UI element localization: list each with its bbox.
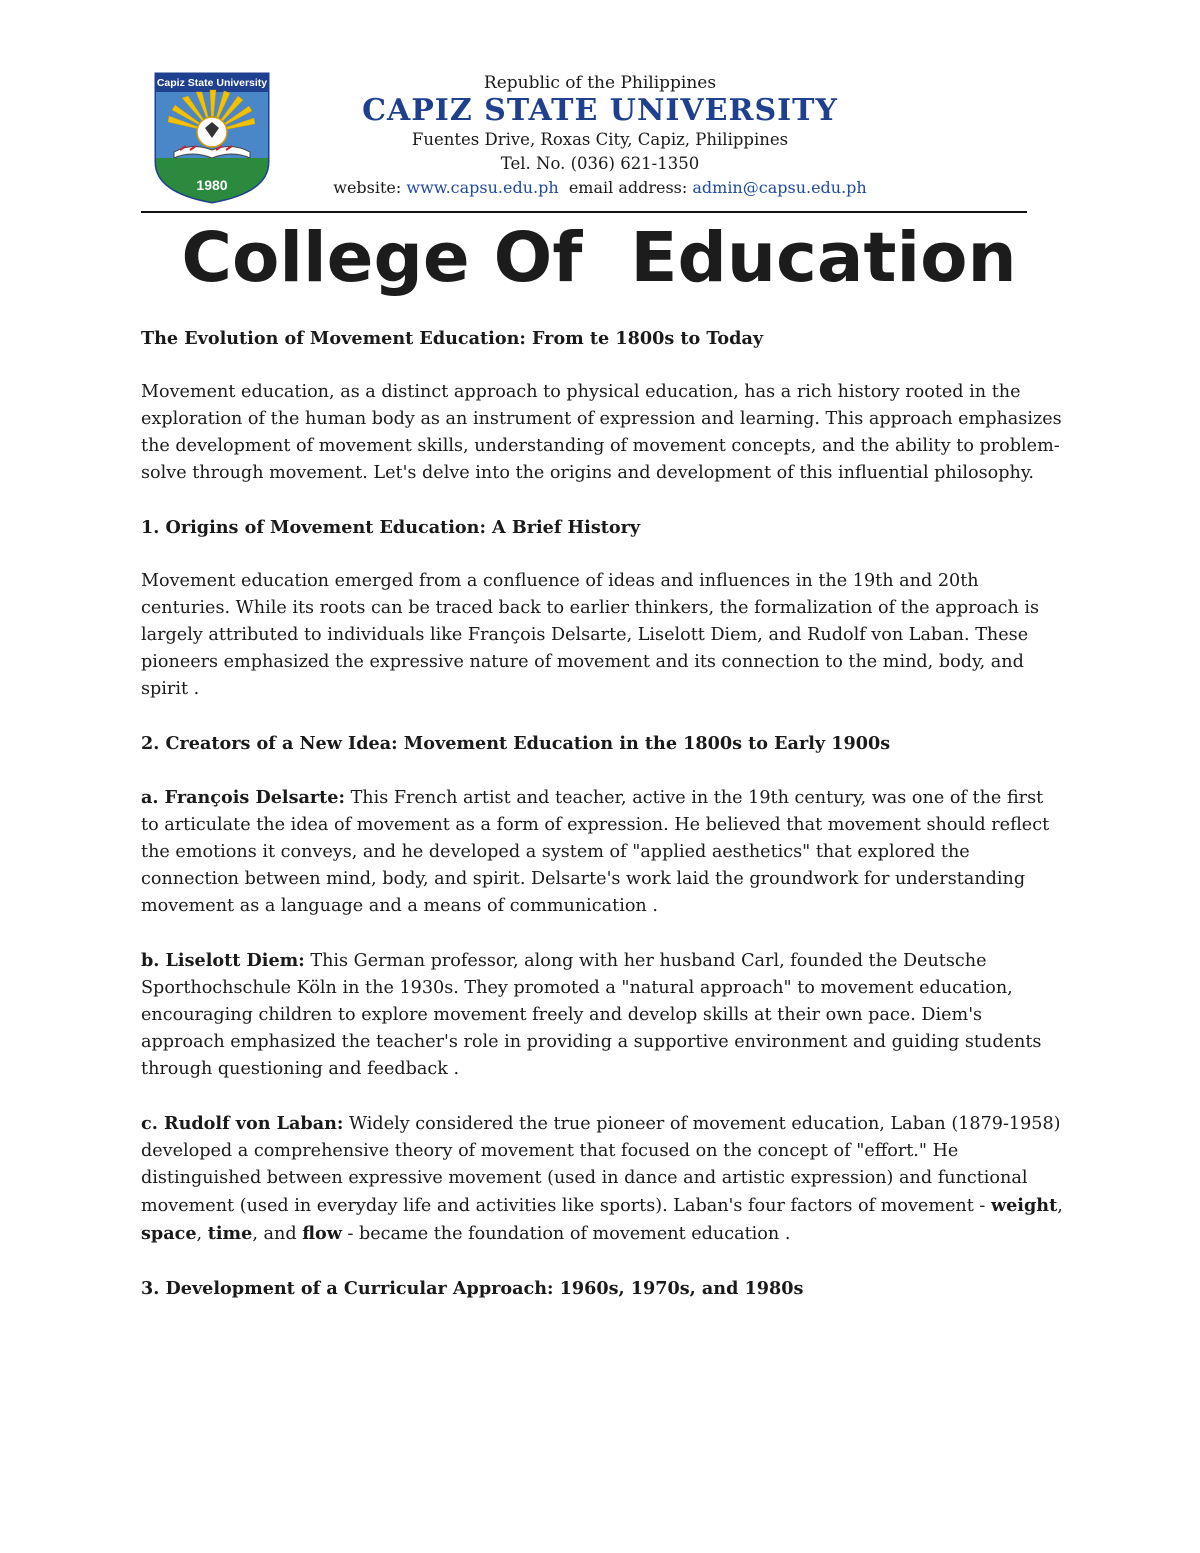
email-label: email address: xyxy=(568,178,693,197)
factor-space: space xyxy=(141,1223,197,1244)
laban-text-1: Widely considered the true pioneer of movement education, Laban (1879-1958) developed a comprehensive theory of movement that focused on the concept of "effort." He distinguished between expressive movement (used in dance and artistic expression) and functional movement (used in everyday life and activities like sports). Laban's four factors of movement - xyxy=(141,1114,1061,1216)
email-link[interactable]: admin@capsu.edu.ph xyxy=(692,178,867,197)
delsarte-text: This French artist and teacher, active in the 19th century, was one of the first to articulate the idea of movement as a form of expression. He believed that movement should reflect the emotions it conveys, and he developed a system of "applied aesthetics" that explored the connection between mind, body, and spirit. Delsarte's work laid the groundwork for understanding movement as a language and a means of communication . xyxy=(141,788,1050,916)
letterhead xyxy=(330,72,870,200)
college-title: College Of Education xyxy=(181,218,1017,298)
laban-label: c. Rudolf von Laban: xyxy=(141,1113,344,1134)
laban-text-2: - became the foundation of movement education . xyxy=(341,1224,791,1244)
laban-paragraph xyxy=(141,1110,1066,1248)
diem-label: b. Liselott Diem: xyxy=(141,950,305,971)
republic-line: Republic of the Philippines xyxy=(483,73,717,93)
factor-weight: weight xyxy=(990,1195,1058,1216)
website-label: website: xyxy=(333,178,407,197)
section-3-heading: 3. Development of a Curricular Approach: 1960s, 1970s, and 1980s xyxy=(141,1278,804,1299)
contact-line xyxy=(330,176,870,200)
telephone-line: Tel. No. (036) 621-1350 xyxy=(500,154,700,173)
header-divider xyxy=(141,211,1027,213)
section-1-heading: 1. Origins of Movement Education: A Brief History xyxy=(141,517,641,538)
diem-paragraph xyxy=(141,947,1066,1083)
logo-year: 1980 xyxy=(196,177,228,193)
separator: , and xyxy=(252,1224,303,1244)
factor-flow: flow xyxy=(302,1223,342,1244)
university-name: CAPIZ STATE UNIVERSITY xyxy=(362,93,838,128)
separator: , xyxy=(196,1224,208,1244)
factor-time: time xyxy=(207,1223,253,1244)
section-2-heading: 2. Creators of a New Idea: Movement Education in the 1800s to Early 1900s xyxy=(141,733,891,754)
delsarte-label: a. François Delsarte: xyxy=(141,787,345,808)
separator: , xyxy=(1057,1196,1063,1216)
section-1-paragraph: Movement education emerged from a confluence of ideas and influences in the 19th and 20th centuries. While its roots can be traced back to earlier thinkers, the formalization of the approach is largely attributed to individuals like François Delsarte, Liselott Diem, and Rudolf von Laban. These pioneers emphasized the expressive nature of movement and its connection to the mind, body, and spirit . xyxy=(141,571,1040,699)
diem-text: This German professor, along with her husband Carl, founded the Deutsche Sporthochschule Köln in the 1930s. They promoted a "natural approach" to movement education, encouraging children to explore movement freely and develop skills at their own pace. Diem's approach emphasized the teacher's role in providing a supportive environment and guiding students through questioning and feedback . xyxy=(141,951,1042,1079)
document-title: The Evolution of Movement Education: From te 1800s to Today xyxy=(141,328,764,349)
website-link[interactable]: www.capsu.edu.ph xyxy=(406,178,559,197)
document-body xyxy=(141,325,1066,1302)
logo-label: Capiz State University xyxy=(156,77,268,89)
university-logo xyxy=(152,70,272,204)
address-line: Fuentes Drive, Roxas City, Capiz, Philippines xyxy=(411,130,789,149)
delsarte-paragraph xyxy=(141,784,1066,920)
intro-paragraph: Movement education, as a distinct approach to physical education, has a rich history rooted in the exploration of the human body as an instrument of expression and learning. This approach emphasizes the development of movement skills, understanding of movement concepts, and the ability to problem-solve through movement. Let's delve into the origins and development of this influential philosophy. xyxy=(141,382,1062,483)
